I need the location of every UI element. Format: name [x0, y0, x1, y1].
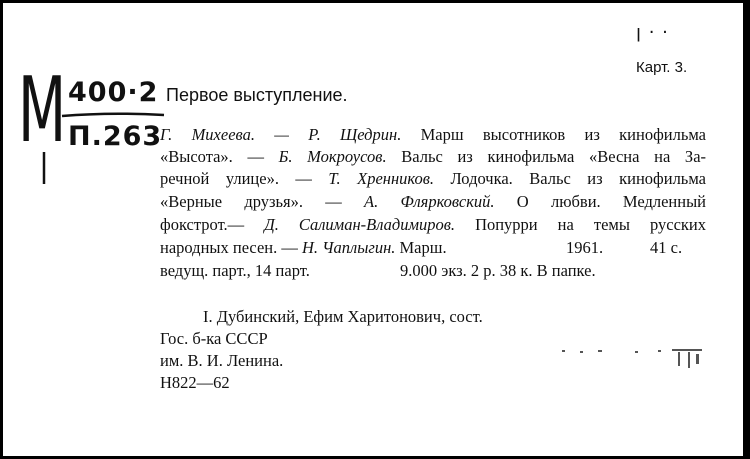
compiler-entry: I. Дубинский, Ефим Харитонович, сост. — [203, 307, 483, 326]
handwritten-corner-mark: ꞁ · · — [636, 22, 669, 43]
author-name: Т. Хренников. — [328, 169, 435, 188]
work-title: Лодочка. Вальс из кинофильма — [434, 169, 706, 188]
work-title: «Верные друзья». — — [160, 192, 364, 211]
contents-line-3 — [160, 168, 706, 191]
print-run-price: 9.000 экз. 2 р. 38 к. В папке. — [400, 261, 596, 280]
shelfmark-underline — [60, 111, 168, 119]
work-title: Вальс из кинофильма «Весна на За- — [386, 147, 707, 166]
card-label: Карт. 3. — [636, 59, 688, 76]
catalog-number: Н822—62 — [160, 373, 230, 392]
publication-year: 1961. — [566, 238, 604, 257]
right-border — [743, 0, 750, 459]
handwritten-shelfmark-top: 400·2 — [68, 77, 159, 108]
contents-line-1 — [160, 124, 706, 147]
top-border — [0, 0, 750, 3]
contents-line-6 — [160, 237, 447, 260]
work-title: О любви. Медленный — [494, 192, 706, 211]
page-count: 41 с. — [650, 238, 683, 257]
library-line-1: Гос. б-ка СССР — [160, 329, 268, 348]
author-name: Б. Мокроусов. — [278, 147, 387, 166]
contents-line-2 — [160, 146, 706, 169]
card-title: Первое выступление. — [166, 85, 348, 105]
handwritten-shelfmark-bottom: П.263 — [68, 121, 163, 152]
contents-line-5 — [160, 214, 706, 237]
work-title: «Высота». — — [160, 147, 279, 166]
author-name: Д. Салиман-Владимиров. — [264, 215, 456, 234]
left-border — [0, 0, 3, 459]
author-name: А. Флярковский. — [364, 192, 495, 211]
author-name: Н. Чаплыгин. — [301, 238, 396, 257]
work-title: Попурри на темы русских — [455, 215, 706, 234]
work-title: фокстрот.— — [160, 215, 265, 234]
work-title: народных песен. — — [160, 238, 302, 257]
work-title: Марш. — [395, 238, 447, 257]
work-title: речной улице». — — [160, 169, 329, 188]
work-title: Марш высотников из кинофильма — [401, 125, 706, 144]
contents-line-4 — [160, 191, 706, 214]
stamp-residue — [560, 346, 710, 376]
handwritten-vertical-stroke — [40, 150, 48, 186]
author-name: Г. Михеева. — Р. Щедрин. — [160, 125, 402, 144]
parts-info: ведущ. парт., 14 парт. — [160, 261, 310, 280]
library-line-2: им. В. И. Ленина. — [160, 351, 284, 370]
handwritten-letter: М — [18, 58, 67, 163]
